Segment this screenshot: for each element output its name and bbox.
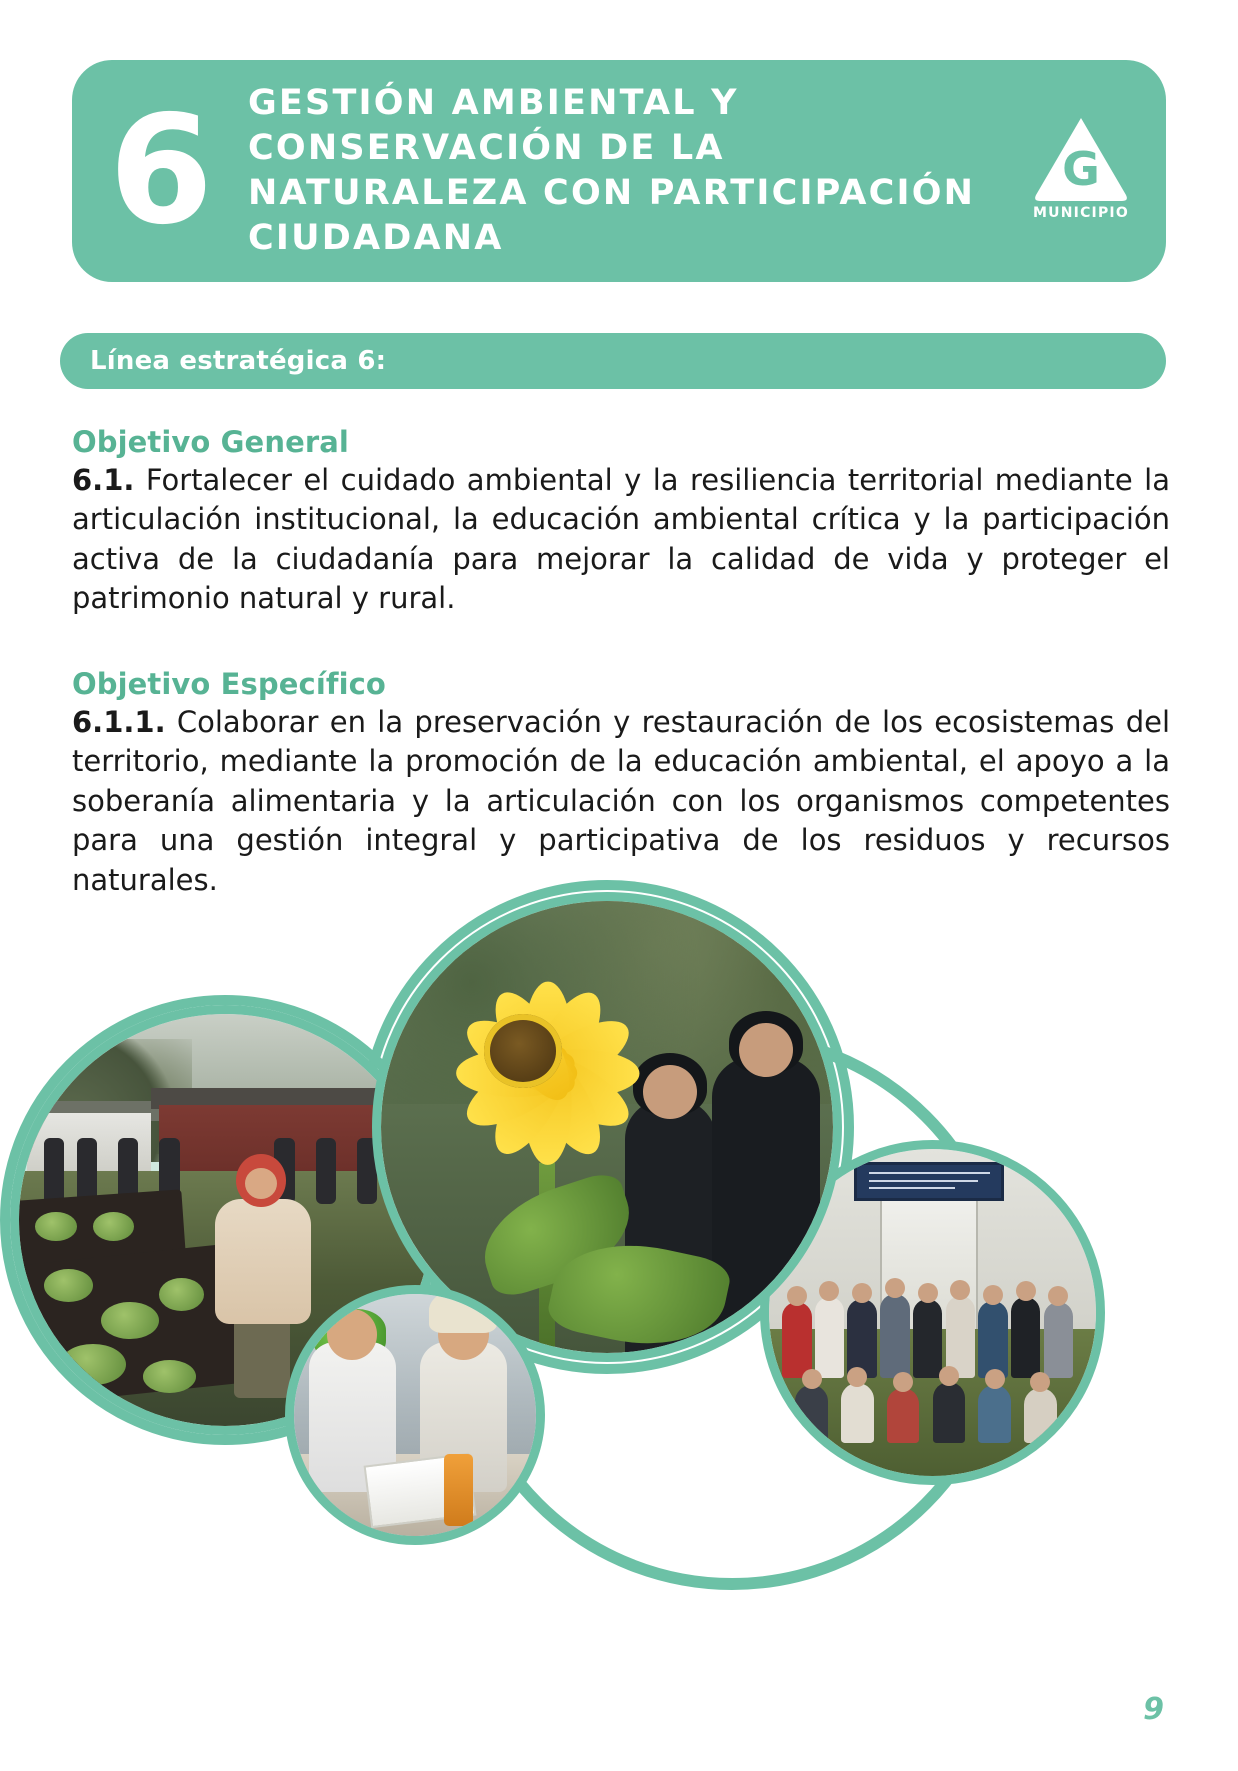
chapter-title: GESTIÓN AMBIENTAL Y CONSERVACIÓN DE LA NATURALEZA CON PARTICIPACIÓN CIUDADANA — [248, 83, 976, 258]
municipality-logo — [996, 60, 1166, 282]
strategic-line-banner — [60, 333, 1166, 389]
objectives-content — [72, 425, 1170, 900]
general-objective-paragraph — [72, 461, 1170, 619]
children-activity-photo — [285, 1285, 545, 1545]
general-objective-text: Fortalecer el cuidado ambiental y la resiliencia territorial mediante la articulación institucional, la educación ambiental crítica y la participación activa de la ciudadanía para mejorar la calidad de vida y proteger el patrimonio natural y rural. — [72, 463, 1170, 616]
chapter-number: 6 — [108, 84, 212, 258]
chapter-header — [72, 60, 1166, 282]
chapter-number-badge — [72, 60, 248, 282]
page-number: 9 — [1143, 1692, 1164, 1727]
strategic-line-label: Línea estratégica 6: — [90, 346, 387, 376]
specific-objective-heading: Objetivo Específico — [72, 666, 386, 701]
logo-caption: MUNICIPIO — [1033, 205, 1129, 221]
general-objective-number: 6.1. — [72, 463, 135, 497]
photo-collage — [0, 860, 1238, 1650]
general-objective-heading: Objetivo General — [72, 425, 349, 459]
specific-objective-number: 6.1.1. — [72, 704, 166, 739]
triangle-logo-icon — [1033, 115, 1129, 201]
svg-text:G: G — [1062, 142, 1100, 196]
content-spacer — [72, 619, 1170, 667]
specific-objective-text: Colaborar en la preservación y restauración de los ecosistemas del territorio, mediante la promoción de la educación ambiental, el apoyo a la soberanía alimentaria y la articulación con los organismos competentes para una gestión integral y participativa de los residuos y recursos naturales. — [72, 704, 1170, 897]
